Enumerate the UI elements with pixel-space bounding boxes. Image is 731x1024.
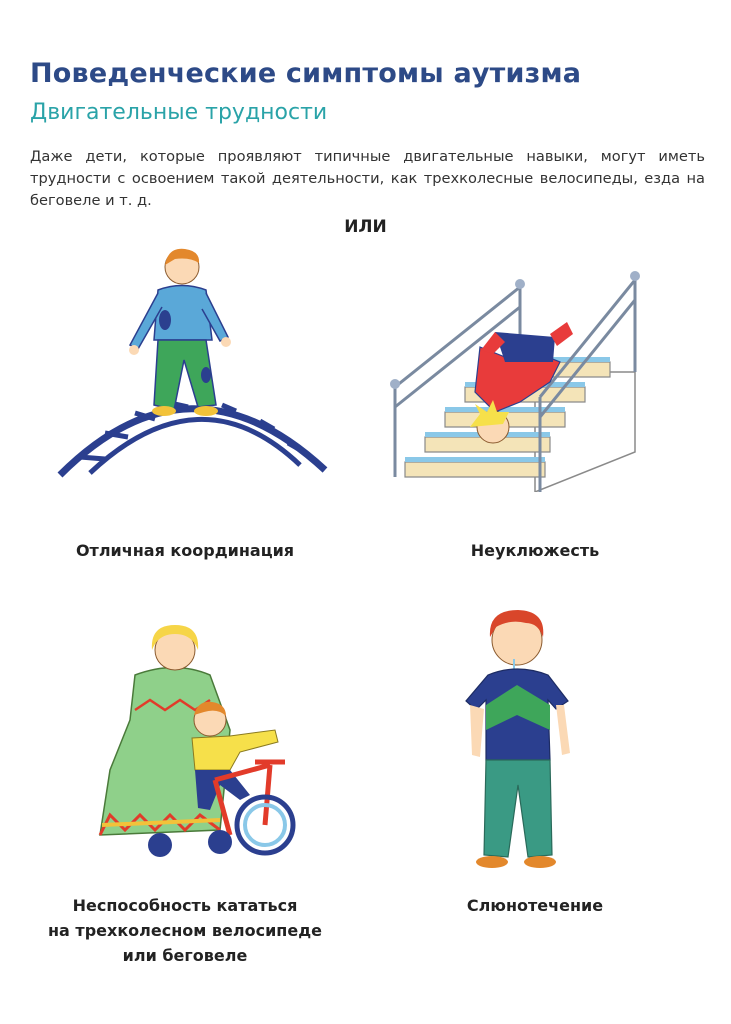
caption-tricycle-line-3: или беговеле: [122, 946, 248, 965]
caption-tricycle-line-2: на трехколесном велосипеде: [48, 921, 322, 940]
caption-drooling: Слюнотечение: [466, 896, 604, 915]
caption-good-coordination: Отличная координация: [75, 541, 295, 560]
child-on-balance-arch-icon: [50, 245, 340, 485]
page-subtitle: Двигательные трудности: [30, 100, 328, 125]
page-title: Поведенческие симптомы аутизма: [30, 58, 582, 89]
drooling-child-icon: [460, 605, 600, 880]
caption-tricycle-inability: [30, 893, 340, 968]
child-falling-on-stairs-icon: [385, 262, 655, 492]
intro-paragraph: Даже дети, которые проявляют типичные двигательные навыки, могут иметь трудности с освоением такой деятельности, как трехколесные велосипеды, езда на беговеле и т. д.: [30, 148, 705, 209]
child-on-tricycle-with-adult-icon: [80, 620, 310, 870]
caption-clumsiness: Неуклюжесть: [470, 541, 600, 560]
or-separator: ИЛИ: [344, 217, 387, 237]
caption-tricycle-line-1: Неспособность кататься: [72, 896, 298, 915]
